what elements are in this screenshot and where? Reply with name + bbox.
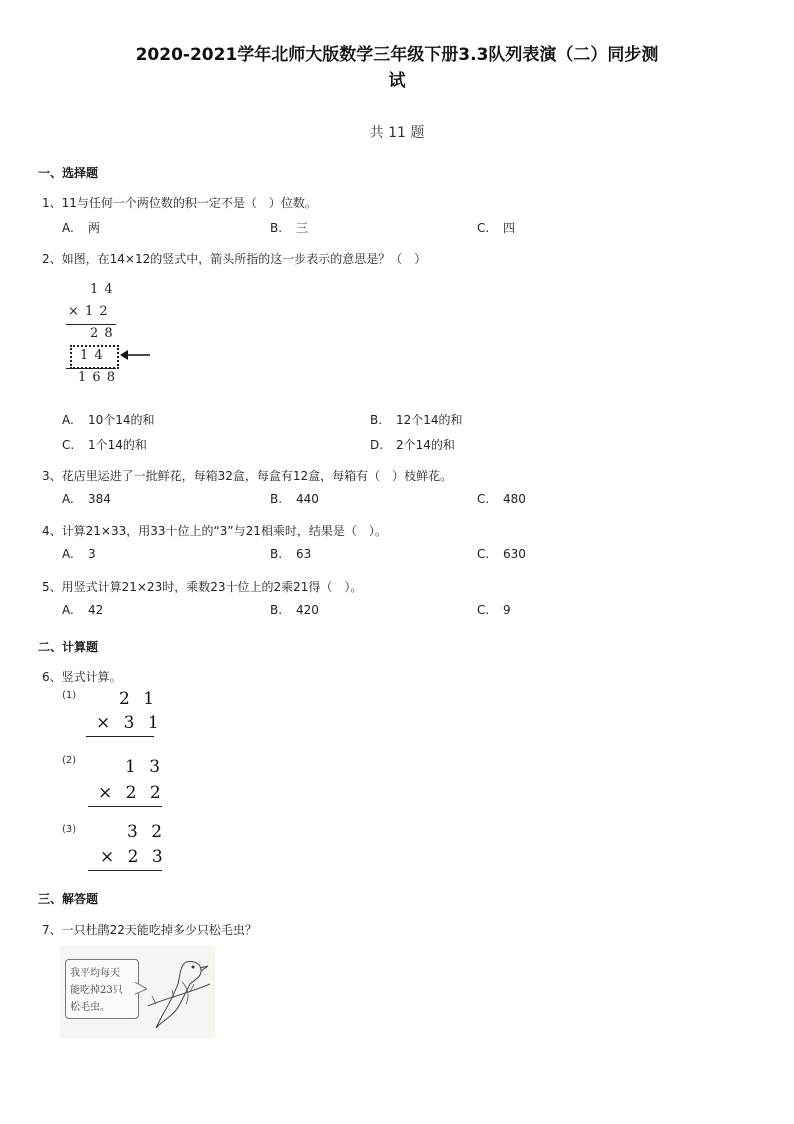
question-4-option-a: A. 3 bbox=[62, 547, 96, 561]
section-heading-answer: 三、解答题 bbox=[38, 892, 99, 906]
question-4-text: 4、计算21×33，用33十位上的“3”与21相乘时，结果是（ ）。 bbox=[42, 524, 387, 538]
question-2-option-c: C. 1个14的和 bbox=[62, 438, 147, 452]
calc-1-bottom: × 3 1 bbox=[96, 713, 163, 733]
question-7-text: 7、一只杜鹃22天能吃掉多少只松毛虫？ bbox=[42, 923, 257, 937]
question-3-option-a: A. 384 bbox=[62, 492, 111, 506]
question-2-text: 2、如图，在14×12的竖式中，箭头所指的这一步表示的意思是？（ ） bbox=[42, 252, 427, 266]
document-title-line1: 2020-2021学年北师大版数学三年级下册3.3队列表演（二）同步测 bbox=[135, 45, 659, 65]
arrow-left-icon bbox=[120, 348, 152, 362]
question-4-option-b: B. 63 bbox=[270, 547, 312, 561]
calc-3-bottom: × 2 3 bbox=[100, 847, 167, 867]
question-2-option-d: D. 2个14的和 bbox=[370, 438, 455, 452]
bubble-line-3: 松毛虫。 bbox=[70, 1002, 110, 1013]
cuckoo-bird-icon bbox=[146, 954, 212, 1034]
calc-2-bottom: × 2 2 bbox=[98, 783, 165, 803]
question-3-text: 3、花店里运进了一批鲜花，每箱32盒，每盒有12盒，每箱有（ ）枝鲜花。 bbox=[42, 469, 453, 483]
question-1-option-b: B. 三 bbox=[270, 221, 309, 235]
question-3-option-b: B. 440 bbox=[270, 492, 319, 506]
question-4-option-c: C. 630 bbox=[477, 547, 526, 561]
question-2-option-b: B. 12个14的和 bbox=[370, 413, 463, 427]
calc-1-label: (1) bbox=[62, 690, 77, 701]
fig-line-2 bbox=[66, 368, 116, 369]
calc-1-line bbox=[86, 736, 154, 737]
calc-2-top: 1 3 bbox=[125, 757, 165, 777]
section-heading-calculation: 二、计算题 bbox=[38, 640, 99, 654]
calc-3-line bbox=[88, 870, 162, 871]
question-2-multiplication-figure bbox=[60, 280, 160, 390]
fig-row-partial-1: 2 8 bbox=[90, 326, 114, 341]
bubble-line-1: 我平均每天 bbox=[70, 968, 120, 979]
cuckoo-illustration bbox=[60, 946, 215, 1038]
question-5-text: 5、用竖式计算21×23时，乘数23十位上的2乘21得（ ）。 bbox=[42, 580, 363, 594]
calc-2-line bbox=[88, 806, 162, 807]
fig-row-multiplier: × 1 2 bbox=[68, 304, 109, 319]
question-1-option-a: A. 两 bbox=[62, 221, 101, 235]
calc-3-label: (3) bbox=[62, 824, 77, 835]
calc-1-top: 2 1 bbox=[119, 689, 159, 709]
question-2-option-a: A. 10个14的和 bbox=[62, 413, 155, 427]
fig-row-partial-2: 1 4 bbox=[80, 348, 104, 363]
question-1-option-c: C. 四 bbox=[477, 221, 516, 235]
fig-row-product: 1 6 8 bbox=[78, 370, 117, 385]
question-count: 共 11 题 bbox=[369, 125, 425, 141]
document-title-line2: 试 bbox=[388, 71, 406, 91]
fig-row-multiplicand: 1 4 bbox=[90, 282, 114, 297]
question-5-option-c: C. 9 bbox=[477, 603, 511, 617]
question-1-text: 1、11与任何一个两位数的积一定不是（ ）位数。 bbox=[42, 196, 317, 210]
calc-2-label: (2) bbox=[62, 755, 77, 766]
fig-line-1 bbox=[66, 324, 116, 325]
bubble-line-2: 能吃掉23只 bbox=[70, 985, 123, 996]
question-3-option-c: C. 480 bbox=[477, 492, 526, 506]
question-5-option-a: A. 42 bbox=[62, 603, 104, 617]
section-heading-choice: 一、选择题 bbox=[38, 166, 99, 180]
question-6-text: 6、竖式计算。 bbox=[42, 670, 122, 684]
calc-3-top: 3 2 bbox=[127, 822, 167, 842]
question-5-option-b: B. 420 bbox=[270, 603, 319, 617]
